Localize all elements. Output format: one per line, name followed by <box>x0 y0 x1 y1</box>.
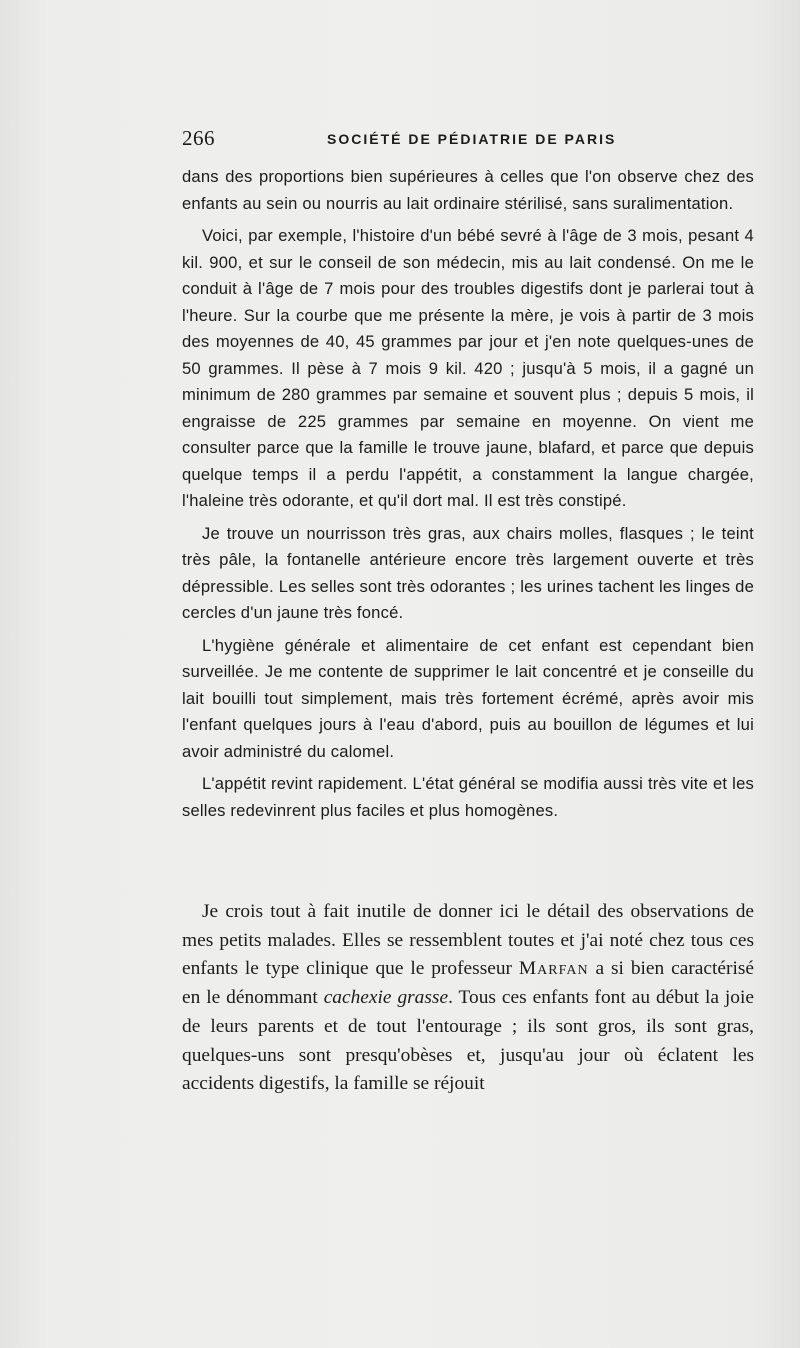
paragraph-continuation: dans des proportions bien supérieures à celles que l'on observe chez des enfants au sein ou nourris au lait ordinaire stérilisé, sans suralimentation. <box>182 167 754 213</box>
italic-term: cachexie grasse <box>323 987 449 1009</box>
running-title: SOCIÉTÉ DE PÉDIATRIE DE PARIS <box>327 131 617 147</box>
paragraph-conclusion <box>182 898 754 1099</box>
paragraph-treatment: L'hygiène générale et alimentaire de cet enfant est cependant bien surveillée. Je me contente de supprimer le lait concentré et je conseille du lait bouilli tout simplement, mais très fortement écrémé, après avoir mis l'enfant quelques jours à l'eau d'abord, puis au bouillon de légumes et lui avoir administré du calomel. <box>182 635 754 761</box>
page-number: 266 <box>182 126 215 150</box>
author-name-marfan: Marfan <box>518 958 589 980</box>
paragraph-outcome: L'appétit revint rapidement. L'état général se modifia aussi très vite et les selles redevinrent plus faciles et plus homogènes. <box>182 774 754 820</box>
conclusion-text-part-1: Je crois tout à fait inutile de donner ici le détail des observations de mes petits malades. Elles se ressemblent toutes et j'ai noté chez tous ces enfants le type clinique que le professeur <box>182 901 754 980</box>
page-header <box>182 126 754 156</box>
conclusion-text-part-3: . Tous ces enfants font au début la joie de leurs parents et de tout l'entourage ; ils sont gros, ils sont gras, quelques-uns sont presqu'obèses et, jusqu'au jour où éclatent les accidents digestifs, la famille se réjouit <box>182 987 754 1095</box>
paragraph-examination: Je trouve un nourrisson très gras, aux chairs molles, flasques ; le teint très pâle, la fontanelle antérieure encore très largement ouverte et très dépressible. Les selles sont très odorantes ; les urines tachent les linges de cercles d'un jaune très foncé. <box>182 523 754 622</box>
paragraph-case-history: Voici, par exemple, l'histoire d'un bébé sevré à l'âge de 3 mois, pesant 4 kil. 900, et sur le conseil de son médecin, mis au lait condensé. On me le conduit à l'âge de 7 mois pour des troubles digestifs dont je parlerai tout à l'heure. Sur la courbe que me présente la mère, je vois à partir de 3 mois des moyennes de 40, 45 grammes par jour et j'en note quelques-unes de 50 grammes. Il pèse à 7 mois 9 kil. 420 ; jusqu'à 5 mois, il a gagné un minimum de 280 grammes par semaine et souvent plus ; depuis 5 mois, il engraisse de 225 grammes par semaine en moyenne. On vient me consulter parce que la famille le trouve jaune, blafard, et parce que depuis quelque temps il a perdu l'appétit, a constamment la langue chargée, l'haleine très odorante, et qu'il dort mal. Il est très constipé. <box>182 226 754 510</box>
conclusion-text-part-2: a si bien caractérisé en le dénommant <box>182 958 754 1009</box>
body-text <box>182 164 754 824</box>
